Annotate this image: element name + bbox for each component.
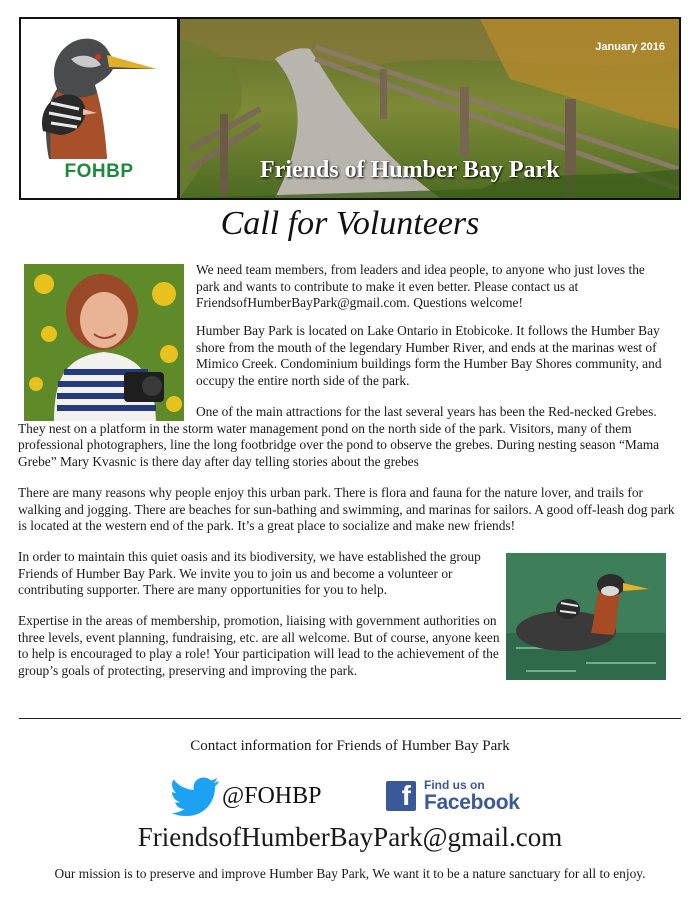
volunteer-photo (24, 264, 184, 421)
paragraph-location: Humber Bay Park is located on Lake Ontario in Etobicoke. It follows the Humber Bay shore from the mouth of the legendary Humber River, and ends at the marinas west of Mimico Creek. Condominium buildings form the Humber Bay Shores community, and occupy the entire north side of the park. (196, 323, 662, 388)
contact-heading: Contact information for Friends of Humber Bay Park (190, 738, 510, 754)
facebook-find-text: Find us on (424, 777, 485, 792)
mission-statement: Our mission is to preserve and improve Humber Bay Park, We want it to be a nature sanctuary for all to enjoy. (54, 866, 646, 881)
grebe-photo (506, 553, 666, 680)
twitter-handle: @FOHBP (222, 782, 322, 809)
logo-text: FOHBP (64, 161, 134, 182)
paragraph-reasons: There are many reasons why people enjoy this urban park. There is flora and fauna for the nature lover, and trails for walking and jogging. There are beaches for sun-bathing and swimming, and marinas for sailors. A good off-leash dog park is located at the western end of the park. It’s a great place to socialize and make new friends! (18, 485, 675, 534)
park-path-photo (180, 19, 679, 198)
paragraph-intro: We need team members, from leaders and idea people, to anyone who just loves the park and wants to contribute to make it even better. Please contact us at FriendsofHumberBayPark@gmail.com. Questions welcome! (196, 262, 645, 311)
volunteer-illustration (24, 264, 184, 421)
twitter-bird-icon (172, 776, 220, 816)
facebook-link[interactable] (386, 778, 520, 814)
grebe-illustration (506, 553, 666, 680)
facebook-icon: f (386, 781, 416, 811)
section-divider (19, 718, 681, 719)
paragraph-expertise: Expertise in the areas of membership, promotion, liaising with government authorities on three levels, event planning, fundraising, etc. are all welcome. But of course, anyone keen to help is encouraged to play a role! Your participation will lead to the achievement of the group’s goals of protecting, preserving and improving the park. (18, 613, 500, 678)
header-banner (19, 17, 681, 200)
page-title: Call for Volunteers (220, 205, 480, 242)
paragraph-group: In order to maintain this quiet oasis and its biodiversity, we have established the group Friends of Humber Bay Park. We invite you to join us and become a volunteer or contributing supporter. There are many opportunities for you to help. (18, 549, 481, 598)
twitter-link[interactable] (172, 774, 321, 818)
issue-date: January 2016 (595, 41, 665, 53)
facebook-name: Facebook (424, 790, 520, 814)
paragraph-grebes: One of the main attractions for the last several years has been the Red-necked Grebes. They nest on a platform in the storm water management pond on the north side of the park. Visitors, many of them professional photographers, line the long footbridge over the pond to observe the grebes. During nesting season “Mama Grebe” Mary Kvasnic is there day after day telling stories about the grebes (18, 404, 660, 469)
contact-email[interactable]: FriendsofHumberBayPark@gmail.com (137, 822, 563, 852)
banner-title: Friends of Humber Bay Park (260, 157, 560, 183)
grebe-logo-illustration (21, 19, 177, 159)
logo (21, 19, 180, 198)
